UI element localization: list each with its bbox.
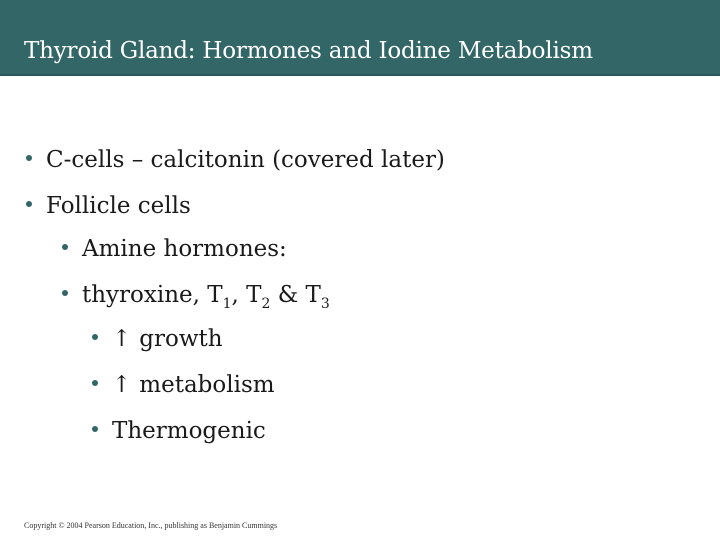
title-bar [0, 0, 720, 76]
thyroxine-text: thyroxine, T [82, 282, 223, 308]
bullet-item-thyroxine [62, 281, 330, 318]
bullet-text: Follicle cells [46, 193, 191, 219]
bullet-dot [62, 290, 68, 296]
bullet-text: Thermogenic [112, 418, 266, 444]
bullet-item-thermogenic [92, 417, 266, 445]
bullet-item-metabolism [92, 371, 275, 399]
bullet-text: growth [139, 326, 223, 352]
t2-text: , T [231, 282, 262, 308]
copyright-notice: Copyright © 2004 Pearson Education, Inc., publishing as Benjamin Cummings [24, 521, 278, 530]
slide-title: Thyroid Gland: Hormones and Iodine Metabolism [24, 38, 593, 64]
subscript-3: 3 [320, 296, 330, 312]
up-arrow-icon: ↑ [112, 372, 132, 398]
bullet-item-growth [92, 325, 223, 353]
bullet-text: C-cells – calcitonin (covered later) [46, 147, 445, 173]
bullet-dot [92, 426, 98, 432]
up-arrow-icon: ↑ [112, 326, 132, 352]
bullet-dot [26, 155, 32, 161]
t3-text: & T [270, 282, 321, 308]
bullet-dot [26, 201, 32, 207]
subscript-1: 1 [222, 296, 232, 312]
subscript-2: 2 [261, 296, 271, 312]
bullet-text [82, 282, 330, 312]
bullet-dot [92, 380, 98, 386]
bullet-item-c-cells [26, 146, 445, 174]
bullet-item-follicle-cells [26, 192, 191, 220]
bullet-dot [62, 244, 68, 250]
bullet-text: metabolism [139, 372, 275, 398]
bullet-item-amine-hormones [62, 235, 287, 263]
bullet-dot [92, 334, 98, 340]
bullet-text: Amine hormones: [82, 236, 287, 262]
